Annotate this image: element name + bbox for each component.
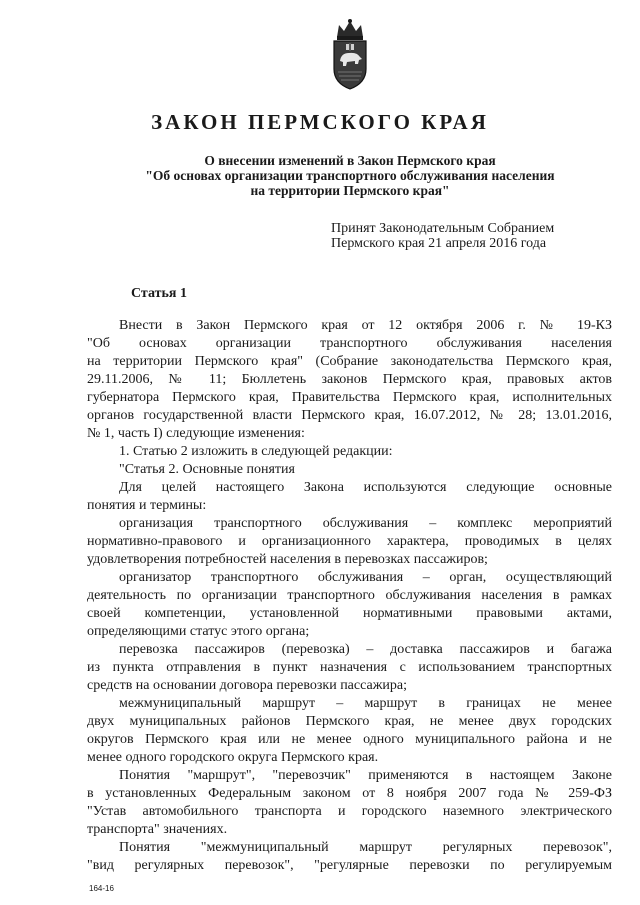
- article-line: перевозка пассажиров (перевозка) – доставка пассажиров и багажа: [119, 642, 612, 657]
- article-line: "Об основах организации транспортного обслуживания населения: [87, 336, 612, 351]
- article-line: 1. Статью 2 изложить в следующей редакции:: [119, 444, 393, 459]
- article-heading: Статья 1: [131, 286, 187, 301]
- article-body: [87, 317, 612, 875]
- article-line: своей компетенции, установленной нормативными правовыми актами,: [87, 606, 612, 621]
- article-line: транспорта" значениях.: [87, 822, 228, 837]
- article-line: "Статья 2. Основные понятия: [119, 462, 295, 477]
- article-line: Для целей настоящего Закона используются следующие основные: [119, 480, 612, 495]
- article-line: нормативно-правового и организационного характера, проводимых в целях: [87, 534, 612, 549]
- article-line: определяющими статус этого органа;: [87, 624, 310, 639]
- article-line: на территории Пермского края" (Собрание законодательства Пермского края,: [87, 354, 612, 369]
- article-line: губернатора Пермского края, Правительства Пермского края, исполнительных: [87, 390, 612, 405]
- article-line: № 1, часть I) следующие изменения:: [87, 426, 305, 441]
- article-line: удовлетворения потребностей населения в перевозках пассажиров;: [87, 552, 488, 567]
- article-line: "вид регулярных перевозок", "регулярные перевозки по регулируемым: [87, 858, 612, 873]
- adoption-line: Пермского края 21 апреля 2016 года: [331, 236, 547, 251]
- law-subtitle: [0, 153, 640, 198]
- adoption-line: Принят Законодательным Собранием: [331, 221, 555, 236]
- subtitle-line: на территории Пермского края": [250, 183, 450, 198]
- article-line: средств на основании договора перевозки пассажира;: [87, 678, 407, 693]
- article-line: понятия и термины:: [87, 498, 207, 513]
- law-title: ЗАКОН ПЕРМСКОГО КРАЯ: [151, 110, 489, 134]
- article-line: Внести в Закон Пермского края от 12 октября 2006 г. № 19-КЗ: [119, 318, 612, 333]
- article-line: двух муниципальных районов Пермского края, не менее двух городских: [87, 714, 612, 729]
- article-line: организатор транспортного обслуживания – орган, осуществляющий: [119, 570, 612, 585]
- subtitle-line: "Об основах организации транспортного обслуживания населения: [145, 168, 555, 183]
- article-line: организация транспортного обслуживания – комплекс мероприятий: [119, 516, 612, 531]
- article-line: в установленных Федеральным законом от 8 ноября 2007 года № 259-ФЗ: [87, 786, 612, 801]
- document-code: 164-16: [89, 884, 114, 893]
- subtitle-line: О внесении изменений в Закон Пермского края: [204, 153, 496, 168]
- article-line: менее одного городского округа Пермского края.: [87, 750, 379, 765]
- article-line: Понятия "маршрут", "перевозчик" применяются в настоящем Законе: [119, 768, 612, 783]
- article-line: округов Пермского края или не менее одного муниципального района и не: [87, 732, 612, 747]
- article-line: из пункта отправления в пункт назначения с использованием транспортных: [87, 660, 612, 675]
- article-line: органов государственной власти Пермского края, 16.07.2012, № 28; 13.01.2016,: [87, 408, 612, 423]
- article-line: деятельность по организации транспортного обслуживания населения в рамках: [87, 588, 612, 603]
- adoption-note: [331, 221, 554, 251]
- coat-of-arms-emblem: [329, 17, 371, 93]
- article-line: межмуниципальный маршрут – маршрут в границах не менее: [119, 696, 612, 711]
- article-line: 29.11.2006, № 11; Бюллетень законов Пермского края, правовых актов: [87, 372, 612, 387]
- article-line: Понятия "межмуниципальный маршрут регулярных перевозок",: [119, 840, 612, 855]
- article-line: "Устав автомобильного транспорта и городского наземного электрического: [87, 804, 612, 819]
